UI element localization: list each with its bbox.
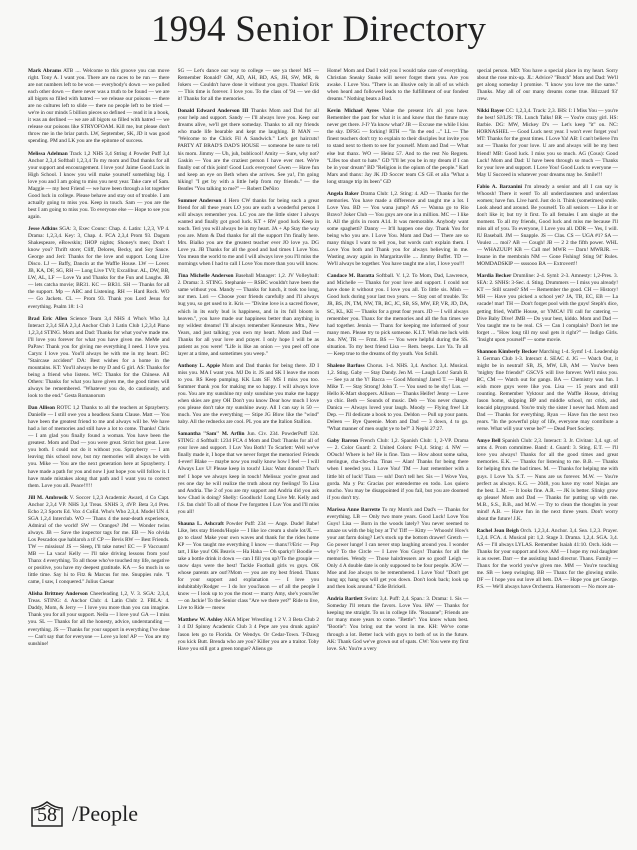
entry-text: Jun. Civ. 234. PowderPuff 124. STING: 4 Softball: 1234 FCA 4 Mom and Dad: Thanks for all of your love and support. I Luv You Both! To Scarlett: Well we've finally made it, I hope that we never forget the memories! Friends 4-ever! Blake — maybe now you really know how I feel — I will Always Luv U! Please keep in touch! Lisa: Want donuts? That's me! I hope we always keep in touch! Melissa: you're great and yes one day he will realize the truth about my feelings! To Lisa and Andria. The 2 of you are my support and Andria did you ask how Chad is doing? Shelly: Goodluck! Long Live Mr. Kelly and J.S. fan club! To all of those I've forgotten I Luv You and I'll miss you all! [177, 431, 319, 515]
page-title: 1994 Senior Directory [150, 9, 487, 50]
entry-text: Orch. 1,2,3,4. Anchor. 3,4. Sea. 1,2,3. Prayer. 1,2,4. FCA. 4. Musical pit: 1,2. Stage 3. Drama. 1,2,4. SGA. 3,4. AS — I'll always LYLAS. Remember Isaiah 41:10. Orch. kids — Thanks for your support and love. AM — I hope my real daughter is as sweet. Darr — the assisting band director. Thanx. Family — Thanx for the world you've given me. MM — You're touching me. SB — keep swinging. BB — Thanx for the glowing smile. DF — I hope you out love all bets. DA — Hope you get George. P.S. — We'll always have Orchestra. Homeroom — No more an- [476, 527, 618, 591]
entry-text: Swim: 3,4. Puff: 2,4. Span.: 3. Drama: 1. Sis — Someday I'll return the favors. Love You. HW — Thanks for keeping me straight. To us in college life. ''Rosanne''; Friends are for many more years to come. ''Bettle'': You know whats best. ''Bootie'': You bring out the worst in me. KH: We've come through a lot. Better luck with guys to both of us in the future. AK: Thank God we've grown out of spats. CW: You were my first love. SA: You're a very [327, 596, 469, 652]
directory-entry [327, 191, 469, 269]
entry-text: Softball. V. 1,2. To Mom, Dad, Lawrence, and Michelle — Thanks for your love and support. I could not have done it without you. I love you all. To little sis. Mish — Good luck during your last two years. — Stay out of trouble. To: JR, BS, JN, TM, NW, TR, BC, JC, SB, SS, MW, EP, VR, JD, DA, SC, KL, KE — Thanks for a great four years. JD — I will always remember you. Thanx for the memories and all the fun times we had together. Jennia — Thanx for keeping me informed of your many men. Please try to pick someone. K.I.T. Wish me luck with Jon. NW, TR — Frmt. BS — You were helpful during the SS. situation. To my best friend Lisa — Rem. beeps. Luv Ya. To all — Keep true to the dreams of thy youth. Von Schill. [327, 273, 469, 357]
student-name: Angela Baker [327, 190, 359, 197]
entry-text: I'm already a senior and all I can say is Whoosh! There it went! To all underclassmen and underclass women; have fun. Live hard. Just do it. Think (sometimes) smile. Look ahead and around. Be yourself. To all seniors — Like it or don't like it; but try it first. To all females I am single at the moment. To all my friends, Good luck and miss me because I'll miss all of you. To everyone, I Love you all. DDR — Yes, I will. IU Baseball. JM — Snapple. JS — Clas. CS — UGA #1? SA — Voulez .... moi? AB — Cough! JB — 2 2 the fifth power. WHL — WHAZUUP! KB — Call me! MWR — Darn! MWRJR. — Insane in the membrain NM — Gone Fishing! Sting 94' Rules. MOMDADSKIP — ssssooo BA — Extrovert!! [476, 183, 618, 268]
student-name: Dan Allison [28, 405, 55, 412]
directory-entry [477, 349, 619, 434]
directory-entry [178, 521, 320, 613]
column-2 [178, 68, 320, 768]
student-name: Kevin Michael Ayres [327, 108, 379, 115]
directory-entry [28, 495, 170, 587]
directory-entry [28, 405, 170, 490]
directory-columns [28, 68, 618, 768]
entry-text: SGA: 3, Exec Counc: Chap. 4. Latin: 1,2,3, VP 4. Drama: 1,2,3,4. Key: 3, Chap. 4. FCA 2,3,4 Prom 93. Dagum Shakespeare, eBowskin; IHOP nights; Shoney's men; Don't I know you? Thrift store; Cliff, Delores, Becky, and Soy Sauce. George and Jeri: Thanks for the love and support. Long Live Disco. LJ — Baffy, Dancin at the Waffle House. LW — Lover. JB, KA, DF, SG, RH — Long Live TVI; Excalibur. AL, DW, BB, LW, AL, LF — Love Ya and Thanks for the Fun and Laughs. JB — lets catcha movie; BR31. KC — BR31. SH — Thanks for all the support. Mp — ABC and Listening. RH — Hard Rock. WO — Go Jackets. CL — Prom 93. Thank you Lord Jesus for everything. Psalm 18: 1-3 [28, 225, 170, 310]
directory-entry [327, 363, 469, 433]
entry-text: Home! Mom and Dad I told you I would take care of everything. Christian Sneaky Snake will never forget them you. Are you awake. I Love You. ''There is an illusive only in all of us which when heard and followed leads to the fulfillment of our fondest dreams.'' Nothing beats a Bud. [327, 68, 469, 103]
student-name: Tina Michelle Anderson [177, 273, 234, 280]
directory-entry [327, 596, 469, 652]
student-name: Mardia Becker [476, 273, 512, 280]
column-4 [477, 68, 619, 768]
directory-entry [327, 438, 469, 501]
column-3 [327, 68, 469, 768]
entry-text: Track 1,2 NHS 3,4 String 4 Powder Puff 3,4 Anchor 2,3,4 Softball 1,2,3,4 To my mom and Dad thanks for all your support and encouragement. I love you! Jaime Good Luck in High School. I know you will make yourself something big. I love you and I am going to miss you next year. Take care of Sam. Maggie — my best Friend — we have been through a lot together Good luck in college. Please behave and stay out of trouble. I am actually going to miss you. Keep in touch. Sam — you are the best I am going to miss you. To everyone else — Hope to see you again. [28, 150, 170, 220]
student-name: Candace M. Baratta [327, 273, 375, 280]
entry-text: 4 Hero CW thanks for being such a great friend for all these years LO you are such a wonderful person I will always remember you. LC you are the little sister I always wanted and finally got good luck. KT + RW good luck Keep in touch. Teri you will always be in my heart. JA + Ap Stay the way you are. Mom & Dad thanks for all the support I'm finally here. Mrs. Bialko you are the greatest teacher ever JO love ya. DG Love ya. JB Thanks for all the good and bad times I Love You. You mean the world to me and I will always love you I'll miss the mornings when I had to call I Love You more than you will know. [177, 197, 319, 268]
student-name: Shannon Kimberly Becker [476, 348, 538, 355]
directory-entry [28, 316, 170, 401]
entry-text: Spanish Club: 2,3. Interact: 3. Jr. Civitan: 3,4. sgt. of arms 4. Prom committee. Band: 4. Guard: 3. Sting. E.T. — I'll love you always! Thanks for all the good times and great memories. E.K. — Thanks for listening to me. B.B. — Thanks for helping thru the bad times. M. — Thanks for helping me with guys. I Love Ya. S.T. — Nuns are us forever. M.W. — You're perfect as always. K.G. — 2048, you have my vote! Ninjas are the best. L.M. — It looks fine. A.R. — JK is better. Slinky grow up please! Mom and Dad — Thanks for putting up with me. M.B., S.S., B.B., and M.W. — Try to clean the thoughts in your mind! A.B. — Have fun in the next three years. Don't worry about the future! J.K. [476, 438, 618, 522]
entry-text: AKA Miper Wrestling 1 2 V. 3 Beta Club 2 3 4 DJ Spinny Academic Club 3 4 Pepe are you drunk again? Jason lets go to Florida. Or Wendys. Or Cedar-Town. T-Dawg you kick Butt. Brenda who are you? Killer you are a traitor. Toby Have you still got a green tongue? Aliens go [177, 617, 319, 652]
page-number-badge [30, 800, 64, 828]
student-name: Shalene Barfuss [327, 362, 365, 369]
directory-entry [327, 507, 469, 592]
student-name: Matthew W. Ashley [177, 617, 223, 624]
entry-text: Mom and Dad thanks for being there. JD I miss you. MA I want you. MJ Do it. JS and SK I leave the room to you. RS Keep pumping. KK Lats SF. MS I miss you too. Summer thank you for making me so happy. I will always love you. You are my sunshine my only sunshine you make me happy when skies are grey OH Don't you know Dear how much I love you please don't take my sunshine away. All I can say is 50 — much. You are the everything — Stipe JG Blow like the ''wind'' baby. All the rednecks are cool. PL you are the Italion Stallion. [177, 362, 319, 426]
entry-text: French Club: 1,2. Spanish Club: 1, 2-VP. Drama — 2. Color Guard: 2. United Colors: P-3,4. Sting: 4. NW — OOuch! Where is he? He is fine. Tara — How about some salsa, meringue, cha-cho-cha. Tinas — Alan! Thanks for being there when I needed you. I Love You! TM — Just remember with a little bit of luck! Tiara — ssh! Don't tell her. Sis — I Wove You, gorda. Ma y Pa: Gracias por entenderme en todo. Los quiero mucho. You may be disappointed if you fail, but you are doomed if you don't try. [327, 438, 469, 501]
entry-text: SG — Let's dance our way to college — see ya there! MS — Remember Ronald? GM, AD, AH, BD, AS, JH, SW, MR, & Jokers — Couldn't have done it without you guys. Thanks! Erik — This time is forever. I love you. To the class of '94 — we did it! Thanks for all the memories. [177, 68, 319, 103]
directory-entry [327, 108, 469, 186]
student-name: Samantha ''Sam'' M. Arflin [177, 431, 245, 438]
student-name: Jesse Adkins [28, 225, 58, 232]
directory-entry [178, 431, 320, 516]
directory-entry [178, 108, 320, 193]
student-name: Jill M. Ambrosik [28, 494, 68, 501]
student-name: Nikki Bayer [476, 108, 505, 115]
student-name: Amye Bell [476, 438, 501, 445]
directory-entry [28, 68, 170, 146]
page-number: 58 [37, 804, 57, 826]
student-name: Melissa Adelman [28, 150, 68, 157]
directory-entry [178, 198, 320, 268]
entry-text: Cheerleading 1,2, V. 3. SGA: 2,3,4, Treas. STING: 4. Anchor Club: 4. Latin Club: 2. FBLA: 4. Daddy, Mom, & Jerry — I love you more than you can imagine. Thank you for all your support. Neila — I love you! GA — I miss you. SL — Thanks for all the honesty, advice, understanding — everything. JS — Thanks for your support in everything I've done — Can't say that for everyone — Love ya lots! AP — You are my sunshine! [28, 591, 170, 647]
entry-text: Baseball Manager: 1,2. JV Volleyball: 2. Drama: 3. STING. Stephanie — RSBC wouldn't have been the same without you. Mandy — Thanks for lunch, it took too long, our men. Lori — Choose your friends carefully and I'll always bug you, so get used to it. Kris — ''Divine love is a sacred flower, which in its early bud is happiness, and in its full bloom is heaven.'', you have made our happiness better than anything in my wildest dreams! I'll always remember Kennesaw Mtn., New Years, and just talking; you own my heart. Mom and Dad — Thanks for all your love and prayer. I only hope I will be as patient as you were! ''Life is like an onion — you peel off one layer at a time, and sometimes you weep.'' [177, 273, 319, 357]
entry-text: Drama Club: 1,2. Sting: 4. AD — Thanks for the memories. You have made a difference and taught me a lot. I Love You. BD — You wana jump? AS — Wanna go to Rio Bravo? Joker Club — You guys are one in a million. MC — I like it. All the girls in room A14. It was memorable. Anybody want some spaghetti? Danny — It'll happen one day. Thank You for being who you are. I Love You. Mom and Dad — There are so many things I want to tell you, but words can't explain them. I Love You both and Thank you for always believing in me. Wasting away again in Margaritaville .... Jimmy Buffet. TD — We'll always be together. You have taught me a lot, I love you!!! [327, 190, 469, 268]
directory-entry [178, 273, 320, 358]
student-name: Andria Bartlett [327, 596, 363, 603]
directory-entry [178, 68, 320, 103]
directory-entry [477, 68, 619, 103]
student-name: Marissa Anne Barrette [327, 506, 381, 513]
entry-text: Powder Puff: 234 — Ange. Dude! Babe! Like, lets stay friends/Hopie — I like ice cream a shole lot/JL — go to class! Make your own waves and thank for the rides home KP — You taught me everything I know — thanx!?/Eric — Pop tart, I like you! OK Beavis — Ha Haha — Oh sparky!/ Boodie — take a bottle drink it down — can I fill you up?/To the groupie — snow days were the best! Tackle Football girls vs guys. OK whose parents are out!?Mom — you are my best friend. Thanx for your support and explanation — I love you indubitably/Rodger — I do luv you/Jason — of all the people I know — I look up to you the most — marry Amy, she's yours/Jer — on Jackie! To the Senior class ''Are we there yet?'' Ride to live, Live to Ride — meow [177, 520, 319, 612]
student-name: Shauna L. Ashcraft [177, 520, 224, 527]
student-name: Donald Edward Anderson III [177, 108, 249, 115]
student-name: Brad Eric Allen [28, 315, 68, 322]
entry-text: ROTC 1,2 Thanks to all the teachers at Sprayberry. Danielle — I still owe you a headless Santa Clause. Matt — You have been the greatest friend to me and always will be. We have had a lot of memories and still have a lot to come. Thanks! Chris — I am glad you finally found a woman. You have been the greatest. Mom and Dad — you were great. Strict but great. Love you both. I could not do it without you. Sprayberry — I am leaving this school now, but my memories will always be with you. Mike — You are the next generation here at Sprayberry. I have made a path for you and now I just hope you will follow it. I have made mistakes along that path and I want you to correct them. Love you all. Peace!!!!! [28, 405, 170, 489]
entry-text: Science Team 3,4 NHS 4 Who's Who 3,4 Interact 2,3,4 SEA 2,3,4 Anchor Club 3 Latin Club 1,2,3,4 Piano 1,2,3,4 STING. Mom and Dad: Thanks for what you've made me. I'll love you forever for what you have given me. MeMe and PaPaw: Thank you for giving me everything I need. I love you. Caryn: I love you. You'll always be with me in my heart. BC: ''Staircase accident'' DA: Best wishes for a home in the mountains. KT: You'll always be my D and G girl. AS: Thanks for being a friend who listens. WC: Thanks for the Chinese. All Others: Thanks for what you have given me, the good times will always be remembered. ''Whatever you do, do cautiously, and look to the end.'' Gesta Romanorum [28, 315, 170, 400]
student-name: Rachel Jean Beigh [476, 527, 519, 534]
directory-entry [477, 108, 619, 178]
directory-entry [28, 151, 170, 221]
directory-entry [477, 438, 619, 523]
student-name: Mark Abrams [28, 68, 62, 74]
column-1 [28, 68, 170, 768]
entry-text: Marching 1-4. Symf 1-4. Leadership 3. German Club 1-3. Interact 4. SEAC 4. JG — Watch Out, it might be in neutral! SB, JS, MW, LB, AM — You've been ''mighty fine friends!'' GSCVS will live forever. We'll miss you. BC, CM — Watch out for gangs. BA — Chemistry was fun. I wish more guys were like you. Lisa — 15 years and still counting. Remember Vyktour and the Waffle House, driving Jason home, skipping BP and middle school, mt crick, and loncaid playground. You're truly the sister I never had. Mom and Dad — Thanks for everything. Ryan — Have fun the next two years. ''In the powerful play of life, everyone may contribute a verse. What will your verse be?'' — Dead Poet Society. [476, 348, 618, 433]
entry-text: Thanks Mom and Dad for all your help and support. Sandy — I'll always love you. Keep our dreams alive, we'll get there someday. Thanks to all my friends who made life bearable and kept me laughing. B MAN — ''Welcome to the Chick Fil A Sandwich.'' Let's get haircuts! PARTY AT BRAD'S DAD'S HOUSE — someone be sure to tell his mom. Jimmy — Uh, juh, bublicool! Amity — Sure, why not? Gaskin — You are the craziest person I have ever met. We're finally out of this joint! Good Luck everyone! Gwen — Have fun and keep an eye on Beth when she arrives. See ya!, I'm going hiking! ''I get by with a little help from my friends.'' — the Beatles ''You talking to me?'' — Robert DeNiro [177, 108, 319, 192]
student-name: Alisha Brittney Anderson [28, 591, 88, 598]
entry-text: CC: 1,2,3,4. Track: 2,3. IHS: I: I Miss You — you're the best! SJ/LJS: TR. Lunch Talks! BR — You're crazy girl. HS: Barbie. DG: MW, Mickey D's — Let's keep ''it'' on. NC: HORNASHEL — Good Luck next year. I won't ever forget you! MT: Thanks for the great times. I Love Ya! AB: I can't believe I'm out — Thanks for your love. U are and always will be my best friend! MB: Good luck. I miss you so much. AG (Cous): Good Luck! Mom and Dad: U have been through so much — Thanks for your love and support. I Love You! Good Luck to everyone — May U Succeed in whatever your dreams may be. Smile!!! [476, 108, 618, 178]
entry-text: To my Mom's and Dad's — Thanks for everything. LB — Only two more years. Good Luck! Love You Guys! Lisa — Born in the woods lately? You never seemed to amaze us with the big boy at T's! Tiff — Kitty — Whoosh! How's your ant farm doing? Let's stock up the bottom drawer! Gretch — Go power lunge! I can never stop laughing around you. I wonder why? To the Circle — I Love You Guys! Thanks for all the memories. Wendy — Those hairdressers are so good! Leigh — Only 4 A double date is only supposed to be four people. JGW — Moe and Joe always to be remembered. I Love You! ''Don't get hung up; hang ups will get you down. Don't look back; look up and then look around.'' Edie Brickell. [327, 506, 469, 591]
entry-text: Chorus. 1-4. NHS. 3,4. Anchor. 3,4. Musical. 1,2. Sting. Gaby — Stay Dandy. Jen M. — Laugh Lots! Sarah B. — See ya at the Y! Bacca — Good Morning! Jared T. — Hugs! Mike T. — Stay Strong! John T. — You used to be shy! Lus. — Hello K-Mart shoppers. Allison — Thanks Heifer! Jenny — Love ya chic. Beth — Sounds of music. Deb — You never change. Danica — Always loved your laugh. Moody — Flying free! Lit Dep. — I'll dedicate a book to you. Deldon — Pull up your pants. Deleen — Bye Queenie. Mom and Dad — 3 down, 4 to go. ''What manner of men ought ye to be?'' 3 Nephi 27:27. [327, 362, 469, 433]
page-footer [30, 800, 138, 828]
directory-entry [28, 226, 170, 311]
entry-text: Value the present it's all you have. Remember the past for what it is and know that the future may never get there. J-I? Ya know what? JB — Excuse me while I kiss the sky. DFSG — forking! RTH — ''In the end ...'' LL — The finest teachers don't try to explain to their disciples but invite you to stand next to them to see for yourself. Mom and Dad — What else but thanx. WO — Heinz 57. And to the rest No Regrets. ''Lifes too short to hate.'' GD ''I'll let you be in my dream if I can be in your dream'' BD ''Religion is the opium of the people.'' Karl Mars and thanx: Jay JK JD Soccer team CS GE et alia ''What a long strange trip its been'' GD [327, 108, 469, 185]
directory-entry [327, 68, 469, 103]
directory-entry [178, 617, 320, 652]
directory-entry [477, 528, 619, 591]
student-name: Anthony L. Appie [177, 362, 220, 369]
student-name: Summer Anderson [177, 197, 222, 204]
directory-entry [327, 273, 469, 358]
entry-text: Drumline: 2-4. Syml: 2-3. Amnesty: 1,2-Pres. 3. SEA: 2. SNHS: 3-Sec. 4. Sting. Drummers — I miss you already! KT — Still scared? SM — Remember the good. CH — History! MH — Have you picked a school yet? JA, TB, EC, EB — La vacade! mar! TH — Don't forget pool with the guys! Steph's dice, getting fried, Waffle House, or YMCA! I'll call for catering — Dive Baby Dive! JMB — Do your best, kiddo. Mom and Dad — You taught me to be real. CS — Can I complain? Don't let me forget ... ''How long till my soul gets it right?'' — Indigo Girls. ''Insight upon yourself'' — some movie. [476, 273, 618, 343]
student-name: Fabio A. Barzanini [476, 183, 523, 190]
directory-entry [28, 591, 170, 647]
student-name: Gaby Barron [327, 438, 359, 445]
section-label: /People [72, 801, 138, 826]
directory-entry [477, 273, 619, 343]
directory-entry [178, 363, 320, 426]
entry-text: ATB .... Welcome to this groove you can move right. Tony A. I want you. There are no races to be run — there are not numbers left to be won — everybody's down — we pulled each other down — there never was a truth to be found — we are all bigots so filled with hatred — we release our poisons — there are no cultures left to slide — there no people left to be tried — we're in our minds 5 billion pieces so defined — read it in a book, it was an derlined — we are all bigots so filled with hatred — we release our poisons like STRYOFOAM. Kill me, but please don't throw me in the briar patch. LW, September, SK, JD it was good spending. PM and LK you are the epitome of success. [28, 68, 170, 145]
entry-text: special person. MD: You have a special place in my heart. Sorry about the rose mix-up. JL: Advice? ''Butch'' Mom and Dad: We'll get along someday I promise. ''I know you love me the same.'' Thanks. May all of our many dreams come true. Blizzard 93' crew. [476, 68, 618, 103]
directory-entry [477, 184, 619, 269]
entry-text: V. Soccer 1,2,3 Academic Award, 4 Co Capt. Anchor 2,3,4 VP. NHS 3,4 Treas. SNHS 3, 4VP. Beta 3,4 Pres. Echo 2,3 Sports Ed. Vox 4 CoEd. Who's Who 2,3,4. Model UN 4. SGA 1,2,4 Interclub. WO — Thanx 4 the near-death experience, Admiral of the world! SW — Oranges? JM — Wonder twins always. JB — Save the inspector tags for me. EB — No olvida Los Pescados que hablaroh a ti! CP — Bevis RW — Best Friends. TW — mississa! JS — Sleep, I'll take notes! EC — F Vaccuum! MB — La vaca! Kelly — I'll take driving lessons from you! Thanx 4 everything. To all those who've touched my life, negative or positive, you have my deepest gratitude. KA — So much in so little time. Say hi to Fitz & Marcus for me. Snuppies rule. ''I came, I saw, I conquered.'' Julius Caesar [28, 494, 170, 586]
